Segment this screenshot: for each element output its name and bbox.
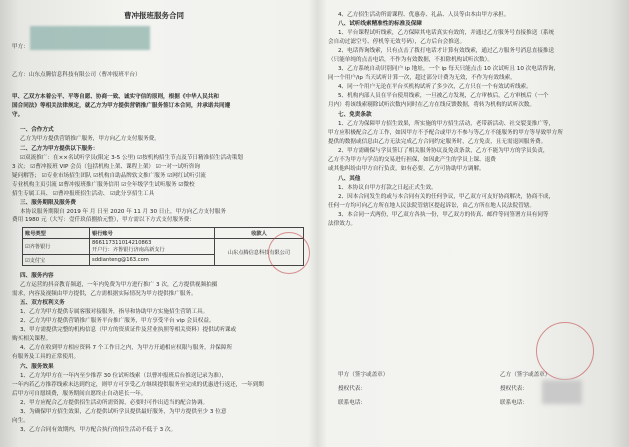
right-line: 1、本协议自甲方打款之日起正式生效。 — [338, 185, 437, 191]
section-8-heading: 八、试听线索精准性的标准及保障 — [338, 21, 422, 27]
party-a-auth-label: 授权代表： — [338, 386, 366, 392]
account-table — [22, 227, 304, 266]
party-a-label: 甲方： — [12, 44, 29, 50]
payee-cell: 山东点腾信息科技有限公司 — [215, 239, 304, 266]
section-1-text: 乙方为甲方提供营销推广服务，甲方向乙方支付服务费。 — [20, 136, 160, 142]
table-header-row — [23, 228, 304, 239]
table-cell: ☑支付宝 — [23, 255, 90, 266]
right-page — [320, 0, 620, 447]
right-line: 同一个用户/ip 当天试听计算一次，超过部分计费为无效，不作为有效线索。 — [328, 75, 516, 81]
section-5-heading: 五、双方权利义务 — [20, 300, 65, 306]
right-line: （只能单纯的点击电话，不作为有效数据，不扣除机构试听次数）。 — [328, 57, 494, 63]
contract-title: 曹冲报班服务合同 — [124, 11, 184, 20]
company-seal — [268, 232, 310, 274]
section-6-line-7: 3、乙方合同有效期内，甲方配合执行的招生活动不低于 3 次。 — [20, 427, 177, 433]
right-line: 3、本合同一式两份，甲乙双方各执一份，甲乙双方的传真、邮件等同签署方具有同等 — [338, 212, 549, 218]
section-4-line-2: 需求，内容及视频由甲方提供，乙方需根据实际情况为甲方提供推广服务。 — [12, 291, 197, 297]
table-cell: ☑齐鲁银行 — [23, 239, 90, 255]
table-header-cell: 账号类型 — [23, 228, 90, 239]
section-2-line-3: 疑问解答； ☑专业市场招生团队 ☑机构自助品牌软文推广服务 ☑网红试听引流 — [12, 173, 206, 179]
party-a-phone-label: 联系电话： — [338, 400, 366, 406]
right-line: 3、乙方系统自动识别同户 ip 地址，一个 ip 每天只能点击 10 次试听且 10 次电话咨询， — [338, 66, 560, 72]
right-line: 法律效力。 — [328, 221, 356, 227]
table-header-cell: 银行账号 — [90, 228, 215, 239]
bank-branch: 开户行：齐鲁银行济南高新支行 — [92, 247, 165, 253]
section-2-heading: 二、乙方为甲方提供以下服务： — [20, 146, 99, 152]
section-4-line-1: 乙方运营的抖音教育频道，一年内免费为甲方进行推广 3 次，乙方提供视频拍摄 — [20, 282, 218, 288]
table-header-cell: 收款人 — [215, 228, 304, 239]
right-line: 提供的数据或信息由乙方无法完成乙方合同约定服务时，乙方免责，且无需退回服务费。 — [328, 139, 547, 145]
right-line: 会自动过滤空号、停机等无效号码），乙方后台会推送。 — [328, 39, 466, 45]
section-2-line-1: ☑双流推广：在××名试听学员(限定 3-5 公里) ☑按机构招生节点及节日精准招生活动策划 — [20, 155, 243, 161]
right-line: 2、因本合同发生的或与本合同有关的任何争议，甲乙双方可友好协商解决，协商不成， — [338, 194, 555, 200]
section-5-line-3: 3、甲方需提供完整的机构信息（甲方的资质证件及营业执照等相关资料）提供试听课或 — [20, 327, 237, 333]
section-6-line-2: 一年内若乙方推荐线索未达到约定，则甲方可享受乙方继续提供服务至完成的优惠进行返还，一年到期 — [12, 382, 264, 388]
section-6-line-4: 2、甲方应配合乙方提供招生活动所需资源，必要时可作出适当的配合协调。 — [20, 400, 209, 406]
section-1-heading: 一、合作方式 — [20, 127, 54, 133]
section-5-line-4: 购买相关课程。 — [12, 336, 52, 342]
section-5-line-1: 1、乙方为甲方提供专属客服对接服务，指导和协助甲方实施招生营销工具。 — [20, 309, 209, 315]
section-6-line-6: 向生。 — [12, 418, 29, 424]
section-2-line-4: 专业机构主页引流 ☑曹冲报班推广服务信用 ☑全年级学生试听服务 ☑微校 — [12, 182, 195, 188]
section-5-line-5: 4、乙方在收到甲方相应资料 7 个工作日之内，为甲方开通相应权限与服务，并保障所 — [20, 345, 233, 351]
party-b-phone-label: 联系电话： — [500, 400, 528, 406]
section-6-heading: 六、服务效果 — [20, 364, 54, 370]
section-other-heading: 八、其他 — [338, 176, 361, 182]
right-line: 任何一方均可向乙方所在地人民法院管辖区提起诉讼，由乙方所在地人民法院管辖。 — [328, 203, 535, 209]
right-line: 1、平台课程试听线索，乙方保障其电话真实有效的，并通过乙方服务号直接推送（系统 — [338, 30, 555, 36]
right-line: 月内）将该线索剔除试听次数内同时在乙方在线反馈数据，将转为机构的试听次数。 — [328, 102, 535, 108]
right-line: 甲方应积极配合乙方工作，如因甲方不予配合或甲方不参与等乙方不能服务的甲方等导致甲方所 — [328, 130, 563, 136]
right-line: 乙方不为甲方与学员的交易进行担保，如因此产生的学员上课、退费 — [328, 157, 496, 163]
party-b-auth-label: 授权代表： — [500, 386, 528, 392]
table-cell — [90, 239, 215, 255]
section-6-line-3: 后甲方可自愿续费，服务期间自愿终止自动延长一年。 — [12, 391, 147, 397]
table-cell: sddianteng@163.com — [90, 255, 215, 266]
section-3-line-2: 费用 1980 元（大写：壹仟玖佰捌拾元整），甲方需以下方式支付服务费： — [12, 217, 195, 223]
section-7-heading: 七、免责条款 — [338, 112, 372, 118]
party-a-signature-label: 甲方（签字或盖章） — [338, 372, 389, 378]
section-5-line-6: 有服务及工具的正常使用。 — [12, 354, 80, 360]
section-2-line-2: 3 次； ☑曹冲报班 VIP 会员（包括机构上架、课程上架） ☑一对一试听咨询 — [12, 164, 200, 170]
right-line: 1、乙方为保障甲方招生效果，所实施的甲方招生活动，老带新活动、社交裂变推广等， — [338, 121, 555, 127]
party-b-line: 乙方：山东点腾信息科技有限公司（曹冲报班平台） — [12, 72, 141, 78]
section-3-line-1: 本协议服务期限自 2019 年 月 日至 2020 年 11 月 30 日止，甲方向乙方支付服务 — [20, 209, 226, 215]
redacted-area — [30, 26, 150, 50]
right-line: 或其他纠纷由甲方自行负责，如有必要，乙方可协助甲方调解。 — [328, 166, 485, 172]
intro-line-3: 守。 — [12, 112, 24, 118]
intro-line-2: 国合同法》等相关法律规定，就乙方为甲方提供营销推广服务签订本合同，并承诺共同遵 — [12, 103, 231, 109]
company-seal — [536, 322, 594, 380]
section-3-heading: 三、服务期限及服务费 — [20, 200, 76, 206]
bank-account-number: 866117311014210863 — [92, 240, 152, 246]
right-line: 4、乙方招生活动所需课程、优惠券、礼品、人员等由本由甲方承担。 — [338, 12, 510, 18]
table-row — [23, 239, 304, 255]
intro-line-1: 甲、乙双方本着公平、平等自愿、协商一致、诚实守信的原则，根据《中华人民共和 — [12, 94, 219, 100]
right-line: 4、同一个用户无论在平台买机构试听了多少次，乙方只在一个有效试听线索。 — [338, 84, 532, 90]
section-4-heading: 四、服务内容 — [20, 273, 54, 279]
right-line: 2、甲方需确保与学员签订了相关服务协议及免责条款，乙方不能为甲方的学员负责， — [338, 148, 549, 154]
section-6-line-5: 3、为确保甲方招生效果，乙方提供试听学员提供最好服务，为甲方提供至少 3 位意 — [20, 409, 227, 415]
redacted-signature — [542, 380, 582, 404]
section-6-line-1: 1、乙方为甲方在一年内至少推荐 30 位试听线索（以曹冲报班后台推送记录为准）， — [20, 373, 228, 379]
left-page — [6, 0, 306, 447]
right-line: 2、电话咨询线索，只有点击了拨打电话才计算有效线索，通过乙方服务号消息直接推送 — [338, 48, 555, 54]
party-b-signature-label: 乙方（签字或盖章） — [500, 372, 551, 378]
section-5-line-2: 2、乙方为甲方提供营销推广服务平台推广服务，甲方享受平台 vip 会员权益。 — [20, 318, 215, 324]
right-line: 5、机构内部人员在平台使用线索，一旦被乙方发现，乙方审核后，乙方审核后（一个 — [338, 93, 549, 99]
section-2-line-5: 招生专属工具、 ☑曹冲报班招生活动、 ☑此分享招生工具 — [12, 191, 155, 197]
